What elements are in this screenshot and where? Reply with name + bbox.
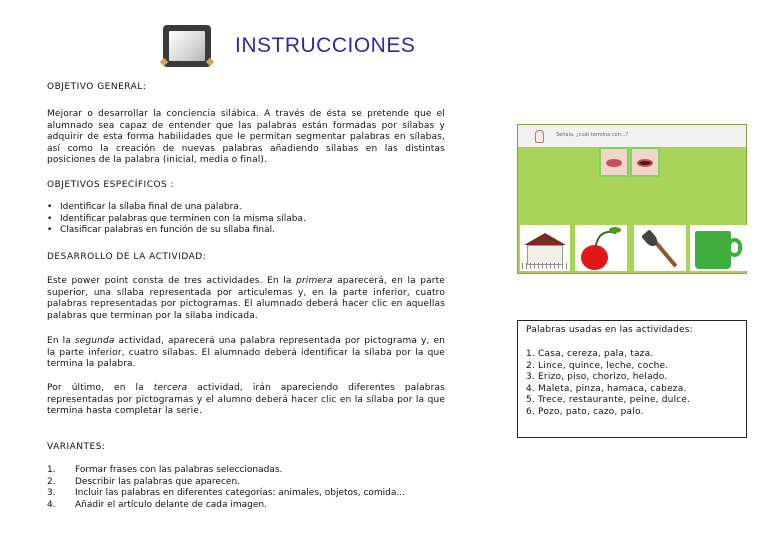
list-item bbox=[47, 465, 405, 477]
lips-open-picture bbox=[630, 147, 660, 177]
tablet-screen bbox=[169, 31, 205, 61]
shovel-picture bbox=[634, 225, 686, 271]
text-run: aparecerá, en la parte superior, una sílaba representada por articulemas y, en la parte inferior, cuatro palabras representadas por pictogramas. El alumnado deberá hacer clic en aquellas palabras que terminan por la sílaba indicada. bbox=[47, 276, 445, 321]
text-run: actividad, aparecerá una palabra representada por pictograma y, en la parte inferior, cuatro sílabas. El alumnado deberá identificar la sílaba por la que termina la palabra. bbox=[47, 336, 446, 370]
mug-picture bbox=[690, 225, 748, 271]
page-title: INSTRUCCIONES bbox=[235, 34, 416, 57]
list-item bbox=[47, 225, 306, 237]
list-number: 2. bbox=[47, 476, 56, 487]
list-item-text: Formar frases con las palabras seleccionadas. bbox=[75, 465, 283, 475]
objetivos-especificos-list bbox=[47, 202, 306, 237]
list-item: 5. Trece, restaurante, peine, dulce. bbox=[526, 395, 691, 406]
list-item bbox=[47, 477, 405, 489]
list-item: 1. Casa, cereza, pala, taza. bbox=[526, 349, 654, 359]
tablet-icon bbox=[163, 25, 211, 67]
house-fence bbox=[522, 263, 568, 269]
bullet-marker: • bbox=[47, 225, 53, 236]
house-roof bbox=[524, 233, 566, 245]
mouth-shape bbox=[606, 159, 622, 167]
words-used-box bbox=[517, 320, 747, 438]
cherry-fruit bbox=[581, 245, 608, 270]
words-used-list bbox=[526, 349, 690, 419]
desarrollo-paragraph-2 bbox=[47, 336, 445, 371]
variantes-heading: VARIANTES: bbox=[47, 442, 106, 452]
bullet-marker: • bbox=[47, 202, 53, 212]
desarrollo-paragraph-1 bbox=[47, 276, 445, 322]
list-item-text: Identificar palabras que terminen con la misma sílaba. bbox=[60, 213, 306, 224]
list-item bbox=[47, 214, 306, 226]
mouth-shape bbox=[637, 159, 653, 167]
objetivos-especificos-heading: OBJETIVOS ESPECÍFICOS : bbox=[47, 180, 175, 190]
list-item bbox=[47, 500, 405, 512]
words-used-title: Palabras usadas en las actividades: bbox=[526, 325, 693, 335]
list-item: 4. Maleta, pinza, hamaca, cabeza. bbox=[526, 383, 687, 394]
list-item: 2. Lince, quince, leche, coche. bbox=[526, 360, 669, 371]
cherry-leaf bbox=[609, 227, 621, 233]
text-run: actividad, irán apareciendo diferentes palabras representadas por pictogramas y el alumno deberá hacer clic en la sílaba por la que termina hasta completar la serie. bbox=[47, 383, 445, 417]
text-run: En la bbox=[47, 336, 75, 346]
text-run: Por último, en la bbox=[47, 383, 154, 393]
variantes-list bbox=[47, 465, 405, 511]
emphasis-text: primera bbox=[296, 276, 333, 286]
list-item bbox=[47, 202, 306, 214]
list-number: 3. bbox=[47, 488, 56, 499]
house-picture bbox=[520, 225, 570, 271]
lips-closed-picture bbox=[599, 147, 629, 177]
list-item-text: Clasificar palabras en función de su sílaba final. bbox=[60, 225, 276, 236]
preview-slide-title: Señala, ¿cuál termina con...? bbox=[556, 132, 629, 138]
house-wall bbox=[527, 245, 563, 265]
bullet-marker: • bbox=[47, 213, 53, 224]
text-run: Este power point consta de tres actividades. En la bbox=[47, 276, 297, 286]
list-number: 4. bbox=[47, 499, 56, 510]
list-item-text: Añadir el artículo delante de cada imagen. bbox=[75, 499, 267, 510]
list-item: 6. Pozo, pato, cazo, palo. bbox=[526, 406, 644, 417]
emphasis-text: tercera bbox=[153, 383, 188, 393]
list-item bbox=[47, 488, 405, 500]
emphasis-text: segunda bbox=[74, 336, 115, 346]
preview-header-bar bbox=[518, 125, 746, 147]
objetivo-general-heading: OBJETIVO GENERAL: bbox=[47, 82, 147, 92]
list-item-text: Describir las palabras que aparecen. bbox=[75, 476, 241, 487]
desarrollo-heading: DESARROLLO DE LA ACTIVIDAD: bbox=[47, 252, 207, 262]
list-number: 1. bbox=[47, 465, 56, 475]
cherry-picture bbox=[575, 225, 627, 271]
desarrollo-paragraph-3 bbox=[47, 383, 445, 418]
pointing-hand-icon bbox=[535, 130, 544, 143]
list-item-text: Identificar la sílaba final de una palabra. bbox=[60, 202, 242, 212]
objetivo-general-text: Mejorar o desarrollar la conciencia silábica. A través de ésta se pretende que el alumnado sea capaz de entender que las palabras están formadas por sílabas y adquirir de esta forma habilidades que le permitan segmentar palabras en sílabas, así como la creación de nuevas palabras añadiendo sílabas en las distintas posiciones de la palabra (inicial, media o final). bbox=[47, 109, 445, 166]
tablet-corner-left bbox=[160, 58, 168, 66]
mug-body bbox=[695, 231, 731, 269]
list-item-text: Incluir las palabras en diferentes categorías: animales, objetos, comida... bbox=[75, 488, 405, 499]
tablet-corner-right bbox=[206, 58, 214, 66]
list-item: 3. Erizo, piso, chorizo, helado. bbox=[526, 372, 668, 383]
